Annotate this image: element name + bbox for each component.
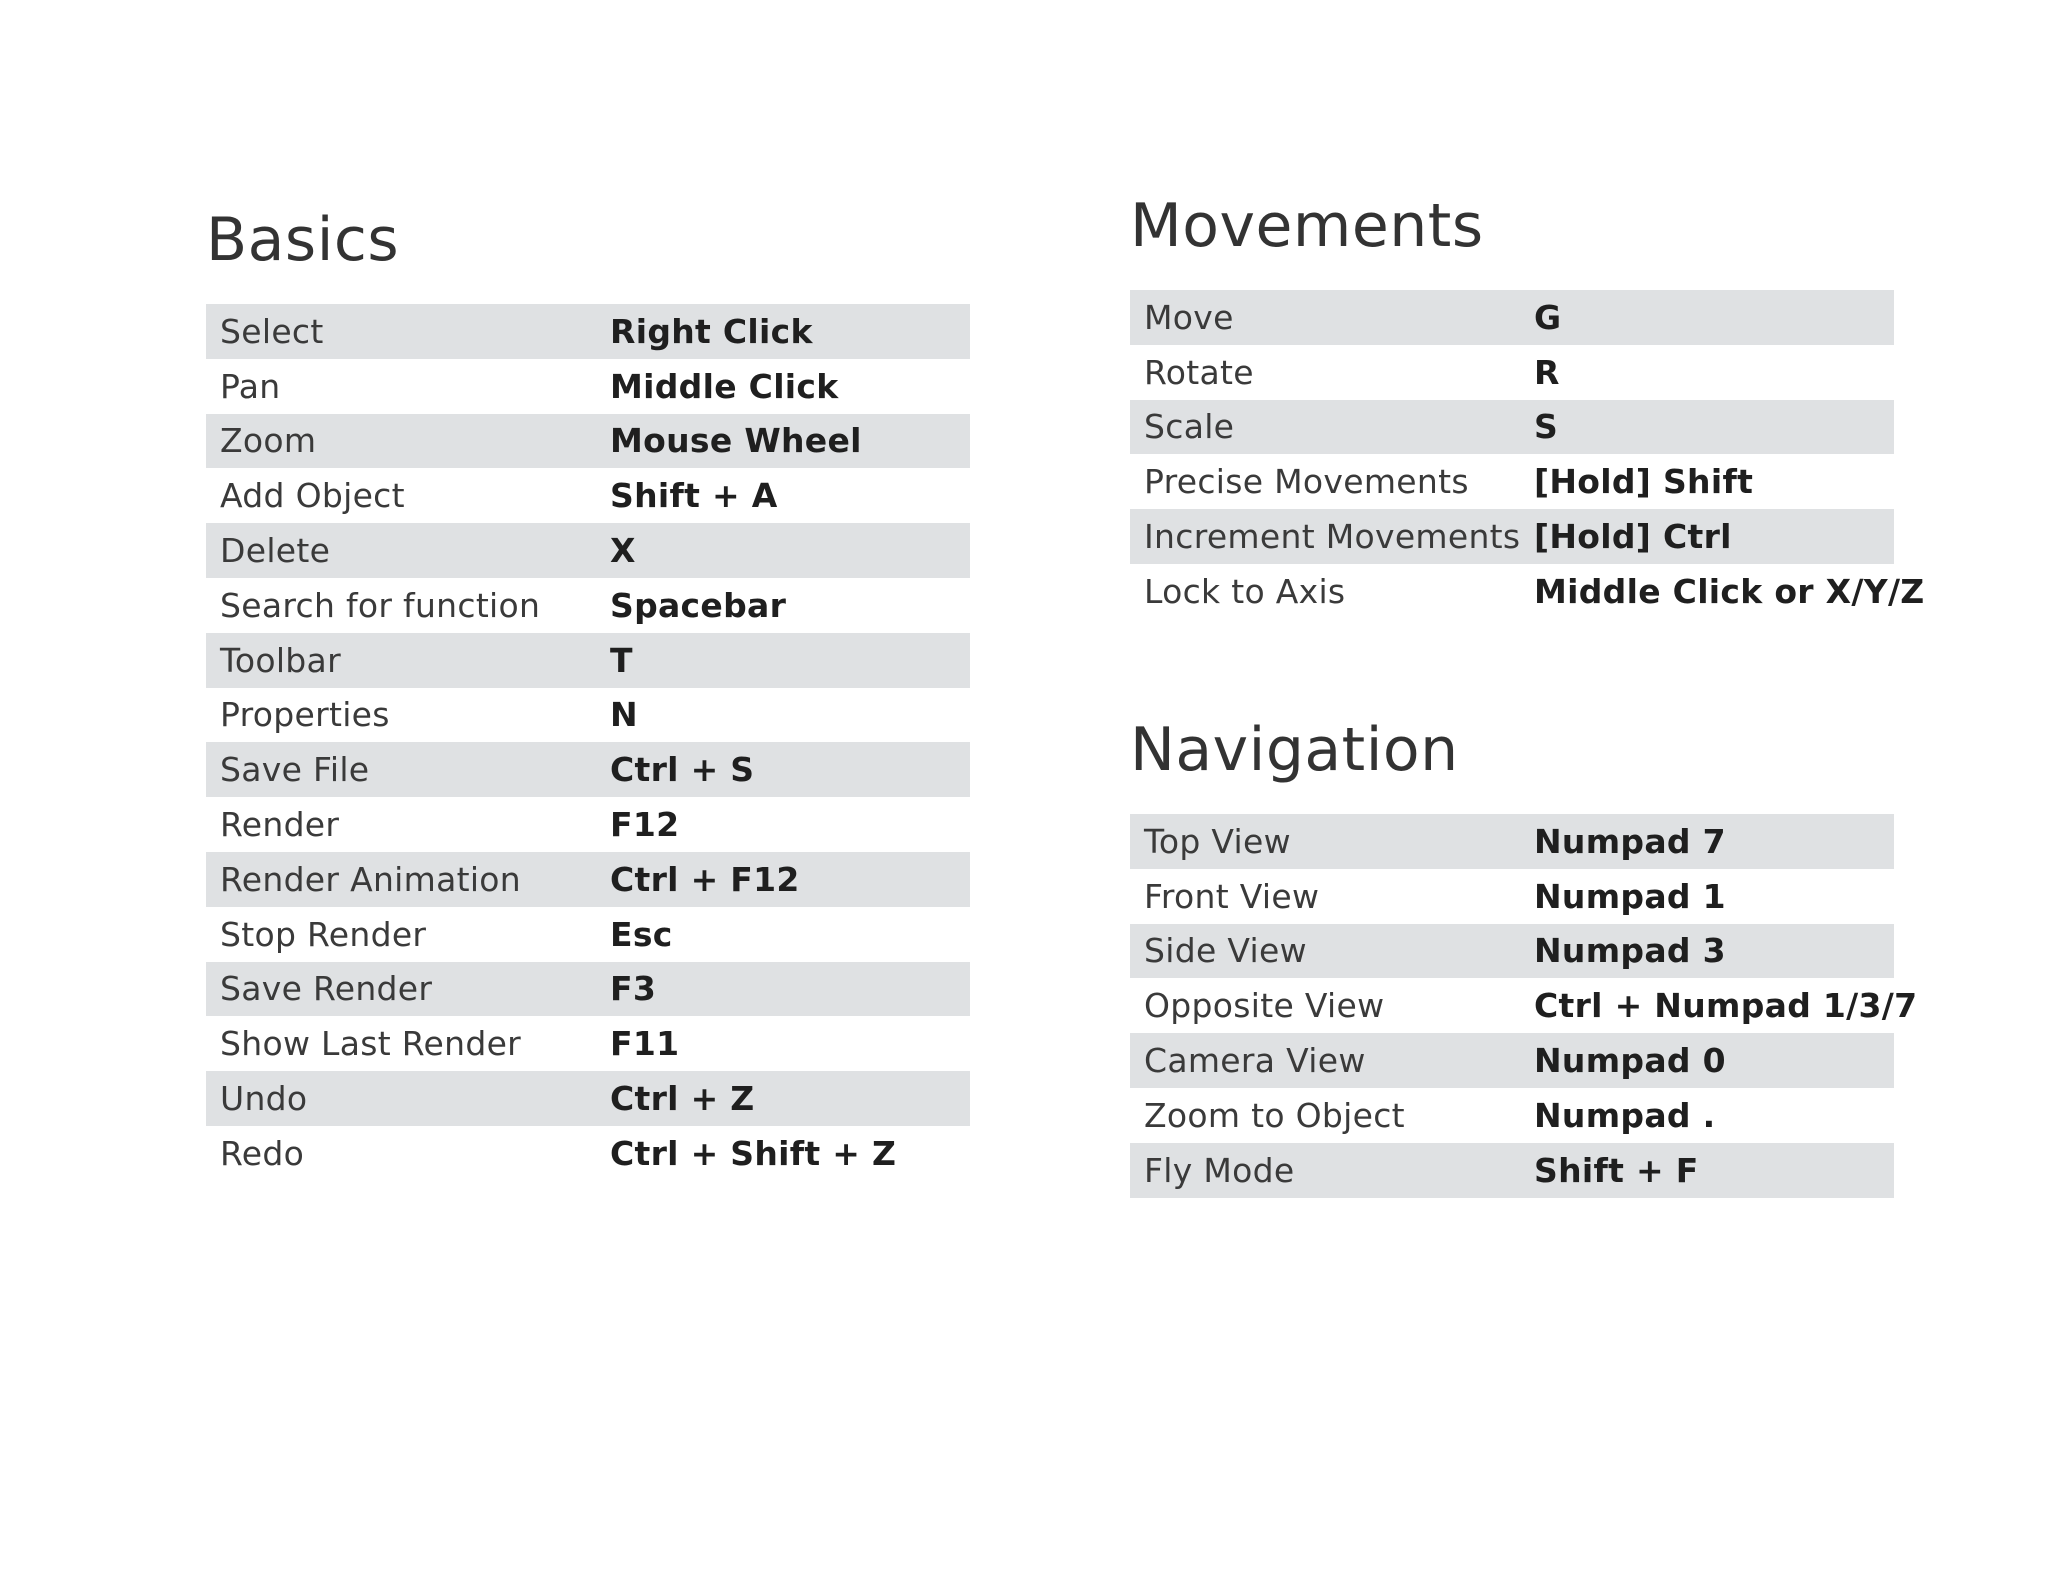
shortcut-key: F3	[610, 969, 657, 1009]
action-label: Side View	[1144, 931, 1307, 971]
shortcut-table-basics	[206, 304, 970, 1181]
table-row	[1130, 1088, 1894, 1143]
shortcut-key: Middle Click or X/Y/Z	[1534, 571, 1925, 611]
section-title-movements: Movements	[1130, 191, 1484, 261]
shortcut-key: Ctrl + Numpad 1/3/7	[1534, 986, 1918, 1026]
shortcut-key: Numpad 1	[1534, 876, 1726, 916]
action-label: Fly Mode	[1144, 1150, 1295, 1190]
action-label: Opposite View	[1144, 986, 1385, 1026]
action-label: Add Object	[220, 476, 405, 516]
table-row	[206, 523, 970, 578]
action-label: Save File	[220, 750, 370, 790]
section-title-basics: Basics	[206, 205, 400, 275]
table-row	[206, 359, 970, 414]
action-label: Undo	[220, 1079, 308, 1119]
table-row	[206, 907, 970, 962]
table-row	[1130, 290, 1894, 345]
action-label: Top View	[1144, 821, 1291, 861]
action-label: Lock to Axis	[1144, 571, 1346, 611]
action-label: Increment Movements	[1144, 517, 1521, 557]
action-label: Properties	[220, 695, 390, 735]
table-row	[1130, 564, 1925, 619]
action-label: Scale	[1144, 407, 1235, 447]
table-row	[206, 688, 970, 743]
table-row	[206, 1071, 970, 1126]
action-label: Rotate	[1144, 352, 1254, 392]
shortcut-key: F12	[610, 805, 680, 845]
table-row	[1130, 400, 1894, 455]
shortcut-key: Numpad 7	[1534, 821, 1726, 861]
action-label: Camera View	[1144, 1041, 1366, 1081]
shortcut-key: Ctrl + F12	[610, 859, 800, 899]
shortcut-key: Shift + F	[1534, 1150, 1699, 1190]
shortcut-key: G	[1534, 297, 1562, 337]
table-row	[1130, 1143, 1894, 1198]
table-row	[206, 962, 970, 1017]
table-row	[1130, 1033, 1894, 1088]
table-row	[1130, 978, 1918, 1033]
action-label: Toolbar	[220, 640, 341, 680]
action-label: Delete	[220, 531, 331, 571]
table-row	[206, 468, 970, 523]
shortcut-key: S	[1534, 407, 1559, 447]
table-row	[206, 304, 970, 359]
shortcut-key: [Hold] Shift	[1534, 462, 1754, 502]
table-row	[1130, 869, 1894, 924]
table-row	[206, 578, 970, 633]
shortcut-key: [Hold] Ctrl	[1534, 517, 1732, 557]
table-row	[206, 852, 970, 907]
action-label: Zoom	[220, 421, 317, 461]
shortcut-key: Ctrl + S	[610, 750, 755, 790]
table-row	[206, 797, 970, 852]
action-label: Pan	[220, 366, 281, 406]
shortcut-key: Right Click	[610, 311, 813, 351]
table-row	[206, 1016, 970, 1071]
action-label: Show Last Render	[220, 1024, 522, 1064]
action-label: Search for function	[220, 585, 541, 625]
shortcut-key: Ctrl + Z	[610, 1079, 755, 1119]
action-label: Move	[1144, 297, 1234, 337]
table-row	[1130, 509, 1894, 564]
table-row	[1130, 454, 1894, 509]
shortcut-key: Shift + A	[610, 476, 778, 516]
shortcut-key: Mouse Wheel	[610, 421, 862, 461]
table-row	[1130, 345, 1894, 400]
table-row	[206, 414, 970, 469]
action-label: Select	[220, 311, 324, 351]
shortcut-key: Numpad .	[1534, 1095, 1716, 1135]
table-row	[1130, 814, 1894, 869]
action-label: Render	[220, 805, 340, 845]
action-label: Zoom to Object	[1144, 1095, 1405, 1135]
shortcut-key: Middle Click	[610, 366, 839, 406]
shortcut-key: Numpad 0	[1534, 1041, 1726, 1081]
table-row	[206, 742, 970, 797]
action-label: Front View	[1144, 876, 1320, 916]
action-label: Redo	[220, 1133, 305, 1173]
shortcut-key: Esc	[610, 914, 673, 954]
shortcut-key: R	[1534, 352, 1560, 392]
shortcut-table-movements	[1130, 290, 1925, 619]
shortcut-key: X	[610, 531, 636, 571]
shortcut-key: Ctrl + Shift + Z	[610, 1133, 897, 1173]
section-title-navigation: Navigation	[1130, 715, 1459, 785]
action-label: Render Animation	[220, 859, 522, 899]
shortcut-key: T	[610, 640, 633, 680]
shortcut-key: N	[610, 695, 638, 735]
action-label: Precise Movements	[1144, 462, 1469, 502]
shortcut-key: Spacebar	[610, 585, 787, 625]
table-row	[1130, 924, 1894, 979]
table-row	[206, 1126, 970, 1181]
table-row	[206, 633, 970, 688]
shortcut-key: F11	[610, 1024, 680, 1064]
action-label: Save Render	[220, 969, 433, 1009]
action-label: Stop Render	[220, 914, 427, 954]
shortcut-key: Numpad 3	[1534, 931, 1726, 971]
shortcut-table-navigation	[1130, 814, 1918, 1198]
